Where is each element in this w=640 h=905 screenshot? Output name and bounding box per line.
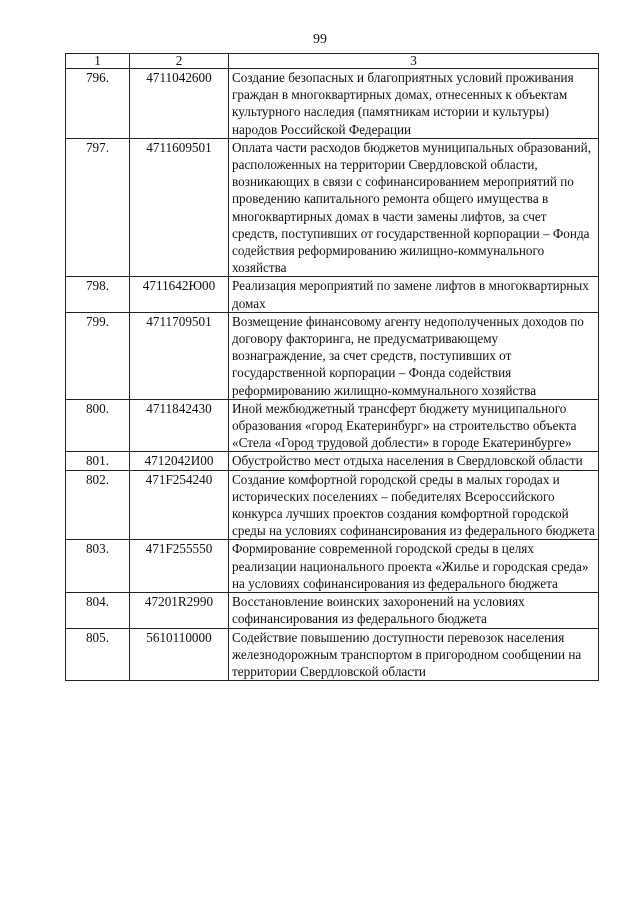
row-number: 804. [66, 593, 130, 628]
row-code: 471F255550 [130, 540, 229, 593]
row-description: Реализация мероприятий по замене лифтов в многоквартирных домах [229, 277, 599, 312]
table-row [66, 138, 599, 277]
table-row [66, 69, 599, 139]
table-row [66, 277, 599, 312]
row-description: Создание комфортной городской среды в малых городах и исторических поселениях – победителях Всероссийского конкурса лучших проектов создания комфортной городской среды на условиях софинансирования из федерального бюджета [229, 470, 599, 540]
table-header-row [66, 54, 599, 69]
table-row [66, 312, 599, 399]
row-number: 796. [66, 69, 130, 139]
row-number: 800. [66, 399, 130, 452]
header-col-2: 2 [130, 54, 229, 69]
row-description: Возмещение финансовому агенту недополученных доходов по договору факторинга, не предусматривающему вознаграждение, за счет средств, поступивших от государственной корпорации – Фонда содействия реформированию жилищно-коммунального хозяйства [229, 312, 599, 399]
row-code: 4711042600 [130, 69, 229, 139]
row-number: 802. [66, 470, 130, 540]
row-code: 4711842430 [130, 399, 229, 452]
row-code: 471F254240 [130, 470, 229, 540]
row-number: 801. [66, 452, 130, 470]
page-number: 99 [313, 32, 327, 47]
row-description: Иной межбюджетный трансферт бюджету муниципального образования «город Екатеринбург» на строительство объекта «Стела «Город трудовой доблести» в городе Екатеринбурге» [229, 399, 599, 452]
row-number: 798. [66, 277, 130, 312]
table-row [66, 628, 599, 681]
table-row [66, 452, 599, 470]
row-description: Содействие повышению доступности перевозок населения железнодорожным транспортом в пригородном сообщении на территории Свердловской области [229, 628, 599, 681]
row-description: Создание безопасных и благоприятных условий проживания граждан в многоквартирных домах, отнесенных к объектам культурного наследия (памятникам истории и культуры) народов Российской Федерации [229, 69, 599, 139]
header-col-1: 1 [66, 54, 130, 69]
row-description: Формирование современной городской среды в целях реализации национального проекта «Жилье и городская среда» на условиях софинансирования из федерального бюджета [229, 540, 599, 593]
table-row [66, 593, 599, 628]
row-number: 805. [66, 628, 130, 681]
row-description: Оплата части расходов бюджетов муниципальных образований, расположенных на территории Свердловской области, возникающих в связи с софинансированием мероприятий по проведению капитального ремонта общего имущества в многоквартирных домах в части замены лифтов, за счет средств, поступивших от государственной корпорации – Фонда содействия реформированию жилищно-коммунального хозяйства [229, 138, 599, 277]
row-description: Обустройство мест отдыха населения в Свердловской области [229, 452, 599, 470]
row-code: 5610110000 [130, 628, 229, 681]
row-number: 799. [66, 312, 130, 399]
table-row [66, 540, 599, 593]
row-code: 4712042И00 [130, 452, 229, 470]
table-row [66, 399, 599, 452]
row-number: 803. [66, 540, 130, 593]
row-code: 4711709501 [130, 312, 229, 399]
table-row [66, 470, 599, 540]
budget-classification-table [65, 53, 599, 681]
row-code: 4711642Ю00 [130, 277, 229, 312]
row-description: Восстановление воинских захоронений на условиях софинансирования из федерального бюджета [229, 593, 599, 628]
row-number: 797. [66, 138, 130, 277]
row-code: 4711609501 [130, 138, 229, 277]
row-code: 47201R2990 [130, 593, 229, 628]
header-col-3: 3 [229, 54, 599, 69]
